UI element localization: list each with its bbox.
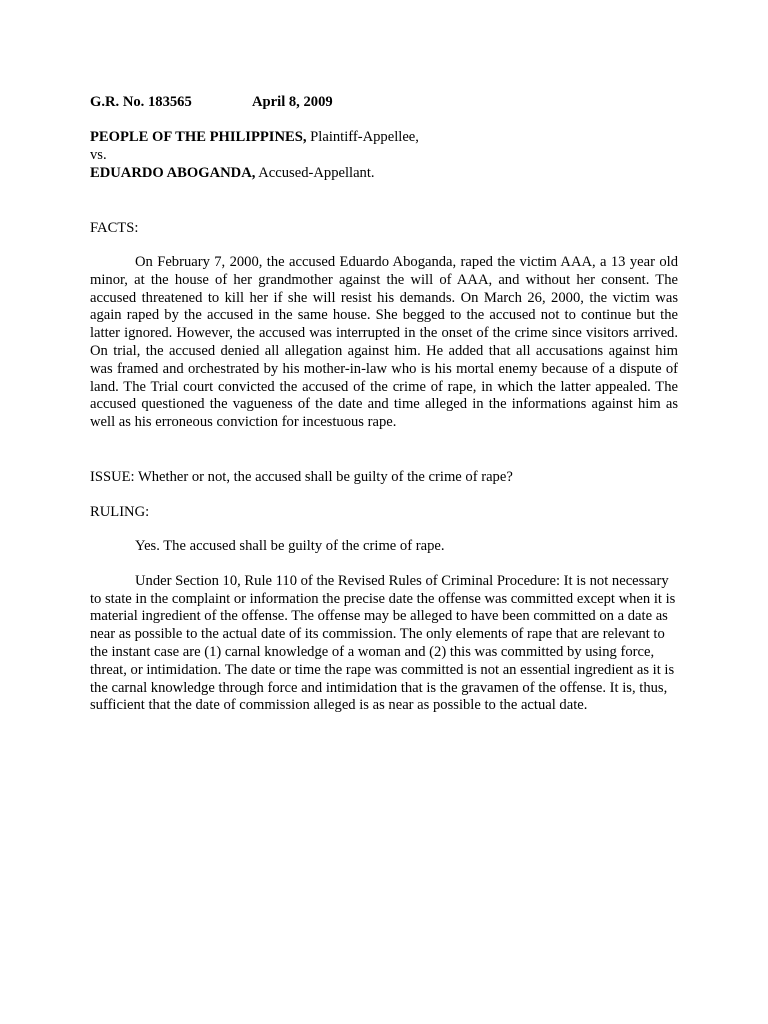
- accused-name: EDUARDO ABOGANDA,: [90, 165, 256, 181]
- accused-line: [90, 164, 678, 182]
- ruling-paragraph-1: Yes. The accused shall be guilty of the crime of rape.: [135, 537, 445, 554]
- ruling-paragraph-2: Under Section 10, Rule 110 of the Revised Rules of Criminal Procedure: It is not necessary to state in the complaint or information the precise date the offense was committed except when it is material ingredient of the offense. The offense may be alleged to have been committed on a date as near as possible to the actual date of its commission. The only elements of rape that are relevant to the instant case are (1) carnal knowledge of a woman and (2) this was committed by using force, threat, or intimidation. The date or time the rape was committed is not an essential ingredient as it is the carnal knowledge through force and intimidation that is the gravamen of the offense. It is, thus, sufficient that the date of commission alleged is as near as possible to the actual date.: [90, 572, 676, 714]
- decision-date: April 8, 2009: [252, 94, 333, 110]
- accused-role: Accused-Appellant.: [258, 165, 375, 181]
- gr-number: G.R. No. 183565: [90, 94, 192, 110]
- issue-statement: ISSUE: Whether or not, the accused shall be guilty of the crime of rape?: [90, 468, 513, 485]
- case-parties: [90, 128, 678, 182]
- document-page: [90, 93, 678, 715]
- case-header: [90, 93, 678, 111]
- facts-heading: FACTS:: [90, 220, 139, 236]
- facts-paragraph: On February 7, 2000, the accused Eduardo Aboganda, raped the victim AAA, a 13 year old minor, at the house of her grandmother against the will of AAA, and without her consent. The accused threatened to kill her if she will resist his demands. On March 26, 2000, the victim was again raped by the accused in the same house. She begged to the accused not to continue but the latter ignored. However, the accused was interrupted in the onset of the crime since visitors arrived. On trial, the accused denied all allegation against him. He added that all accusations against him was framed and orchestrated by his mother-in-law who is his mortal enemy because of a dispute of land. The Trial court convicted the accused of the crime of rape, in which the latter appealed. The accused questioned the vagueness of the date and time alleged in the informations against him as well as his erroneous conviction for incestuous rape.: [90, 254, 678, 431]
- plaintiff-name: PEOPLE OF THE PHILIPPINES,: [90, 129, 307, 145]
- plaintiff-line: [90, 128, 678, 146]
- plaintiff-role: Plaintiff-Appellee,: [310, 129, 419, 145]
- ruling-heading: RULING:: [90, 503, 150, 520]
- versus-text: vs.: [90, 147, 107, 163]
